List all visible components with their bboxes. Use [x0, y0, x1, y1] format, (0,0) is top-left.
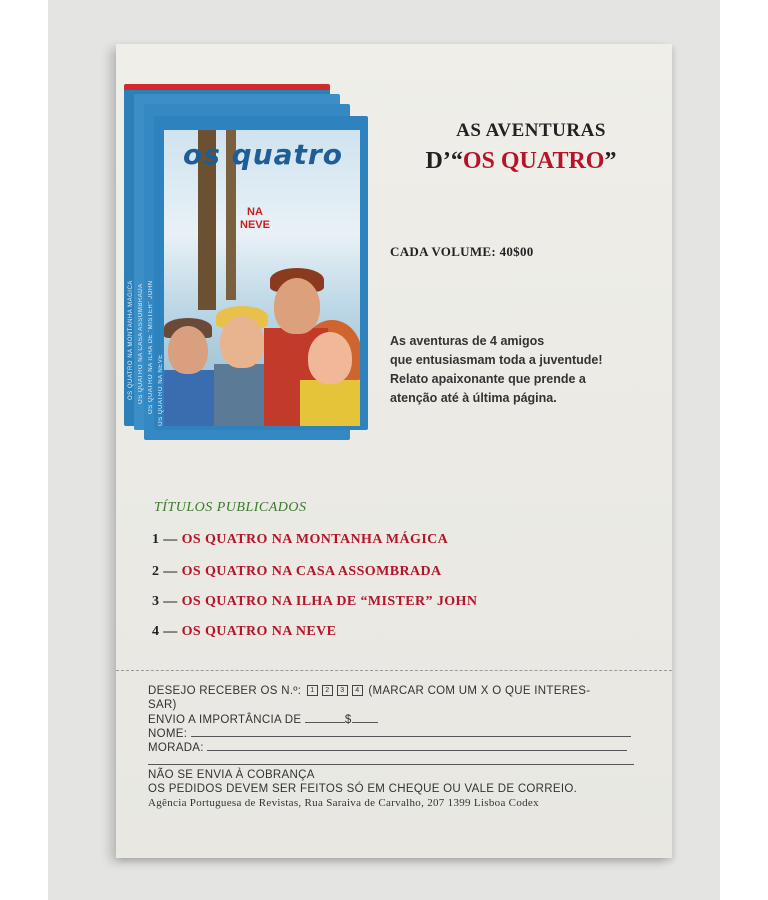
- child-face: [308, 332, 352, 384]
- title-number: 2 —: [152, 564, 178, 579]
- spine-text-4: OS QUATRO NA NEVE: [158, 354, 164, 426]
- title-text: OS QUATRO NA CASA ASSOMBRADA: [181, 564, 442, 579]
- title-item: [152, 564, 441, 580]
- blurb-line: atenção até à última página.: [390, 391, 557, 405]
- title-text: OS QUATRO NA ILHA DE “MISTER” JOHN: [181, 594, 478, 609]
- payment-notice: OS PEDIDOS DEVEM SER FEITOS SÓ EM CHEQUE OU VALE DE CORREIO.: [148, 783, 578, 795]
- title-item: [152, 532, 448, 548]
- coupon-line-address-2: [148, 754, 648, 768]
- background-left: [0, 0, 48, 900]
- address-field-2[interactable]: [148, 754, 634, 765]
- title-number: 3 —: [152, 594, 178, 609]
- cut-line-divider: [116, 670, 672, 671]
- title-text: OS QUATRO NA NEVE: [181, 624, 337, 639]
- coupon-line-name: [148, 726, 648, 740]
- heading-suffix: ”: [604, 148, 617, 174]
- title-number: 4 —: [152, 624, 178, 639]
- blurb-line: que entusiasmam toda a juventude!: [390, 353, 603, 367]
- published-titles-label: TÍTULOS PUBLICADOS: [154, 500, 307, 515]
- series-title: OS QUATRO: [462, 148, 605, 174]
- spine-text-3: OS QUATRO NA ILHA DE "MISTER" JOHN: [148, 280, 154, 414]
- coupon-line-2: [148, 698, 648, 712]
- title-item: [152, 594, 477, 610]
- child-clothing: [300, 380, 360, 426]
- child-face: [274, 278, 320, 334]
- amount-label: ENVIO A IMPORTÂNCIA DE: [148, 714, 302, 726]
- checkbox-volume-1[interactable]: 1: [307, 685, 318, 696]
- series-heading-line1: AS AVENTURAS: [456, 120, 606, 141]
- spine-text-1: OS QUATRO NA MONTANHA MÁGICA: [128, 280, 134, 400]
- title-item: [152, 624, 336, 640]
- coupon-line-publisher: [148, 796, 648, 810]
- currency-symbol: $: [344, 714, 352, 726]
- checkbox-volume-3[interactable]: 3: [337, 685, 348, 696]
- cover-logo: os quatro: [183, 138, 343, 171]
- coupon-request-label: DESEJO RECEBER OS N.º:: [148, 685, 302, 697]
- coupon-line-payment: [148, 782, 648, 796]
- blurb-line: As aventuras de 4 amigos: [390, 334, 545, 348]
- coupon-mark-instruction: (MARCAR COM UM X O QUE INTERES-: [368, 685, 591, 697]
- child-face: [220, 316, 264, 368]
- coupon-line-amount: [148, 712, 648, 726]
- child-face: [168, 326, 208, 374]
- background-right: [720, 0, 768, 900]
- coupon-line-address: [148, 740, 648, 754]
- checkbox-volume-4[interactable]: 4: [352, 685, 363, 696]
- checkbox-volume-2[interactable]: 2: [322, 685, 333, 696]
- series-heading-line2: [386, 148, 656, 175]
- coupon-line-1: [148, 684, 648, 698]
- publisher-address: Agência Portuguesa de Revistas, Rua Saraiva de Carvalho, 207 1399 Lisboa Codex: [148, 797, 539, 809]
- address-label: MORADA:: [148, 742, 204, 754]
- title-number: 1 —: [152, 532, 178, 547]
- spine-text-2: OS QUATRO NA CASA ASSOMBRADA: [138, 283, 144, 404]
- amount-cents-field[interactable]: [352, 712, 378, 723]
- description-blurb: [390, 332, 640, 408]
- cover-subtitle: [240, 206, 270, 232]
- address-field[interactable]: [207, 740, 627, 751]
- name-label: NOME:: [148, 728, 188, 740]
- title-text: OS QUATRO NA MONTANHA MÁGICA: [181, 532, 449, 547]
- name-field[interactable]: [191, 726, 631, 737]
- cover-subtitle-line1: NA: [247, 206, 263, 218]
- heading-prefix: D’“: [425, 148, 463, 174]
- no-cod-notice: NÃO SE ENVIA À COBRANÇA: [148, 769, 315, 781]
- blurb-line: Relato apaixonante que prende a: [390, 372, 586, 386]
- cover-subtitle-line2: NEVE: [240, 219, 270, 231]
- order-coupon: [148, 684, 648, 810]
- coupon-line-cod: [148, 768, 648, 782]
- booklet-back-cover: [116, 44, 672, 858]
- price-per-volume: CADA VOLUME: 40$00: [390, 244, 534, 259]
- amount-field[interactable]: [305, 712, 345, 723]
- front-book-cover-illustration: [164, 130, 360, 426]
- coupon-mark-instruction-end: SAR): [148, 699, 177, 711]
